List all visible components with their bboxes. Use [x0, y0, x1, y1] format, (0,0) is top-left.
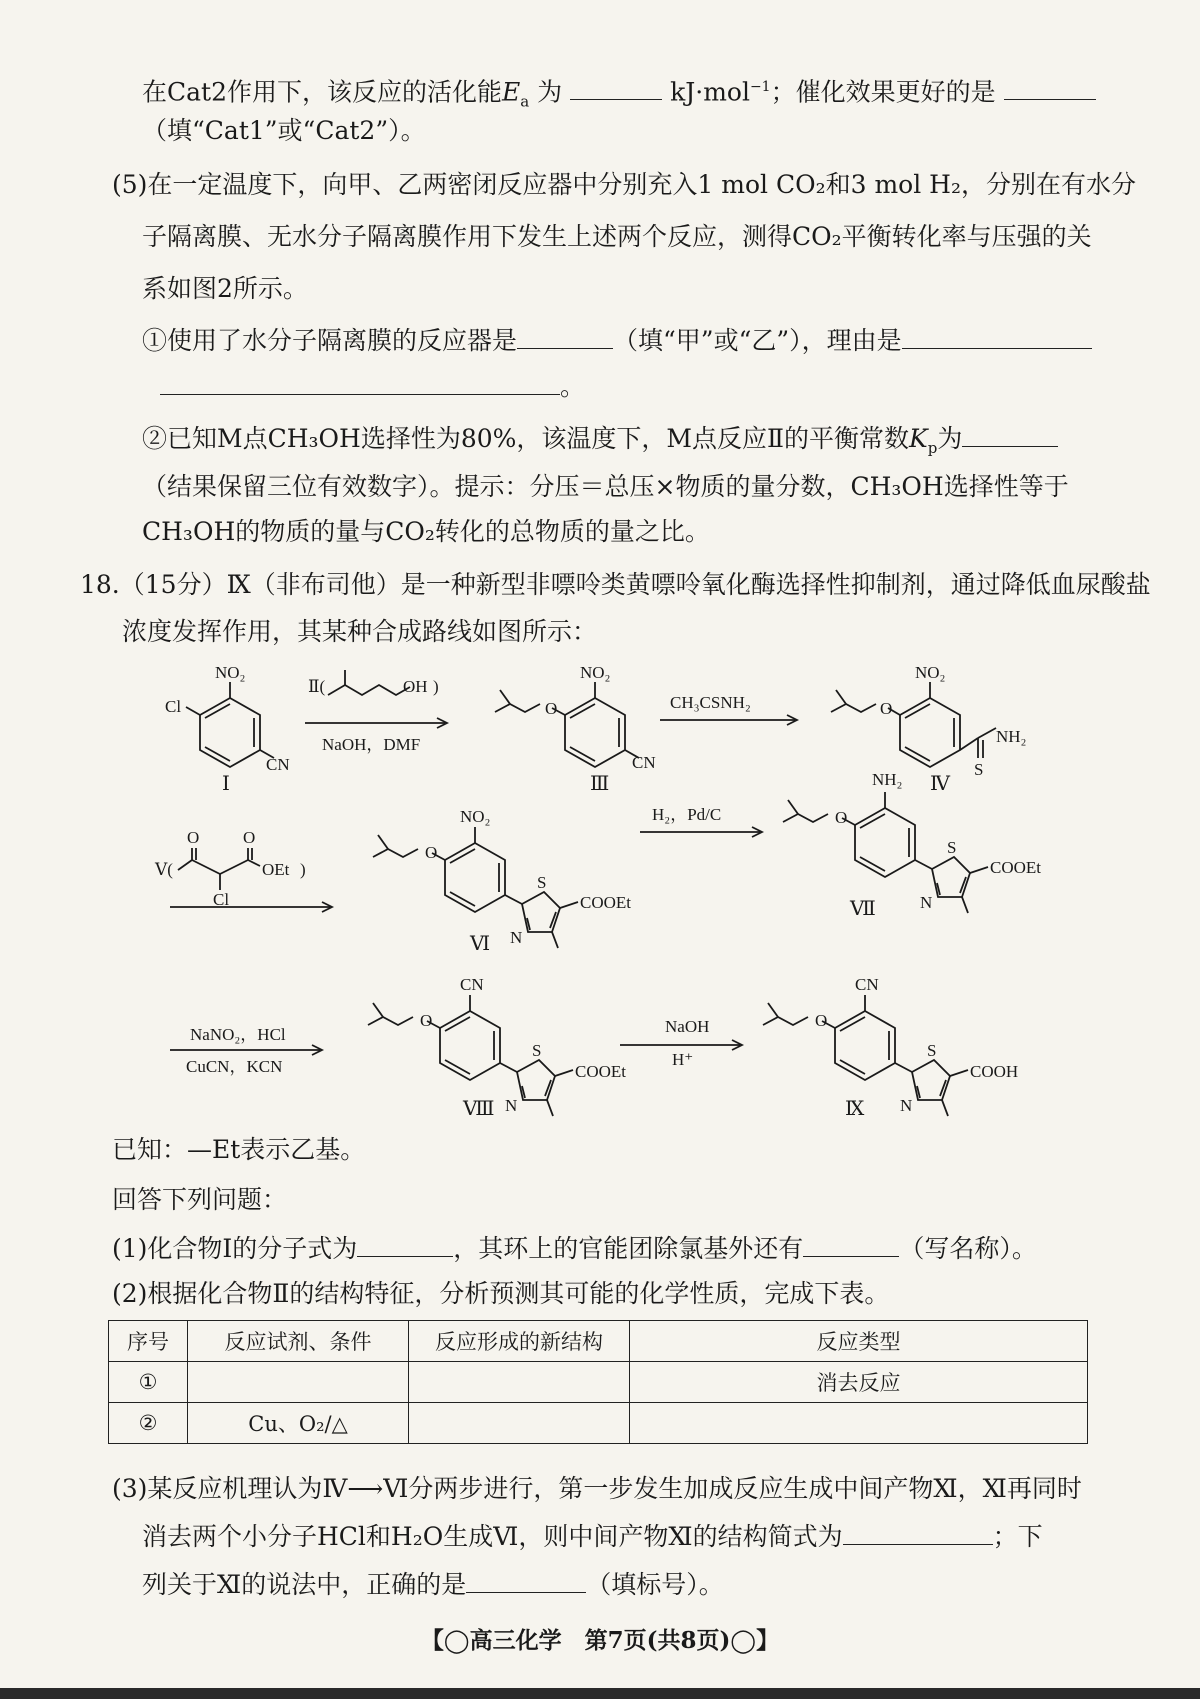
group-s: S — [537, 873, 547, 892]
reagent-3-prefix: Ⅴ( — [155, 860, 173, 879]
answer-blank[interactable] — [803, 1230, 899, 1257]
table-header: 序号 — [109, 1321, 188, 1362]
group-cooh: COOH — [970, 1062, 1019, 1081]
group-s: S — [974, 760, 984, 779]
group-n: N — [920, 893, 933, 912]
q18-part3-line2: 消去两个小分子HCl和H₂O生成Ⅵ，则中间产物Ⅺ的结构简式为 ；下 — [142, 1518, 1043, 1554]
q17-part5-line1: (5)在一定温度下，向甲、乙两密闭反应器中分别充入1 mol CO₂和3 mol H₂，分别在有水分 — [112, 170, 1136, 199]
reagent-6-bottom: H⁺ — [672, 1050, 694, 1069]
group-o: O — [187, 828, 200, 847]
group-oet: OEt — [262, 860, 290, 879]
group-n: N — [510, 928, 523, 947]
table-cell: 消去反应 — [630, 1362, 1088, 1403]
table-row — [109, 1362, 1088, 1403]
group-nh2: NH₂ — [872, 770, 903, 789]
answer-blank[interactable] — [160, 368, 560, 395]
reagent-5-top: NaNO₂，HCl — [190, 1025, 286, 1044]
q18-part2: (2)根据化合物Ⅱ的结构特征，分析预测其可能的化学性质，完成下表。 — [112, 1279, 890, 1308]
group-n: N — [505, 1096, 518, 1115]
group-oh: OH — [403, 677, 428, 696]
q18-part3-line3: 列关于Ⅺ的说法中，正确的是 （填标号）。 — [142, 1566, 724, 1602]
group-cn: CN — [855, 975, 879, 994]
q18-part3-line1: (3)某反应机理认为Ⅳ⟶Ⅵ分两步进行，第一步发生加成反应生成中间产物Ⅺ，Ⅺ再同时 — [112, 1474, 1082, 1503]
label-compound-3: Ⅲ — [590, 773, 610, 795]
label-compound-9: Ⅸ — [845, 1098, 865, 1120]
q17-part5-q2-line3: CH₃OH的物质的量与CO₂转化的总物质的量之比。 — [142, 517, 710, 546]
answer-blank[interactable] — [1004, 73, 1096, 100]
group-cooet: COOEt — [580, 893, 631, 912]
table-header: 反应形成的新结构 — [409, 1321, 630, 1362]
table-header-row — [109, 1321, 1088, 1362]
group-cn: CN — [632, 753, 656, 772]
answer-blank[interactable] — [843, 1518, 993, 1545]
group-no2: NO₂ — [460, 807, 491, 826]
group-no2: NO₂ — [215, 663, 246, 682]
q17-part5-line2: 子隔离膜、无水分子隔离膜作用下发生上述两个反应，测得CO₂平衡转化率与压强的关 — [142, 222, 1092, 251]
label-compound-8: Ⅷ — [463, 1098, 495, 1120]
reagent-1-prefix: Ⅱ( — [308, 677, 326, 696]
group-o: O — [425, 843, 438, 862]
group-nh2: NH₂ — [996, 727, 1027, 746]
answer-blank[interactable] — [517, 322, 613, 349]
group-cn: CN — [460, 975, 484, 994]
group-no2: NO₂ — [915, 663, 946, 682]
q17-part5-q2: ②已知M点CH₃OH选择性为80%，该温度下，M点反应Ⅱ的平衡常数$K_p$为 — [142, 420, 1058, 465]
synthesis-scheme — [0, 660, 1200, 1120]
table-cell: ② — [109, 1403, 188, 1444]
group-s: S — [927, 1041, 937, 1060]
reagent-2-top: CH₃CSNH₂ — [670, 693, 751, 712]
reagent-4-top: H₂，Pd/C — [652, 805, 722, 824]
answer-prompt: 回答下列问题： — [112, 1185, 288, 1214]
table-cell-input[interactable] — [188, 1362, 409, 1403]
reagent-1-suffix: ) — [433, 677, 439, 696]
group-cl: Cl — [165, 697, 182, 716]
group-cn: CN — [266, 755, 290, 774]
table-cell-input[interactable] — [630, 1403, 1088, 1444]
answer-blank[interactable] — [962, 420, 1058, 447]
properties-table — [108, 1320, 1088, 1444]
group-o: O — [880, 699, 893, 718]
reagent-5-bottom: CuCN，KCN — [186, 1057, 283, 1076]
group-no2: NO₂ — [580, 663, 611, 682]
group-o: O — [545, 699, 558, 718]
page-footer: 【◯高三化学 第7页(共8页)◯】 — [420, 1627, 780, 1654]
answer-blank[interactable] — [902, 322, 1092, 349]
table-row — [109, 1403, 1088, 1444]
table-cell: ① — [109, 1362, 188, 1403]
reagent-1-bottom: NaOH，DMF — [322, 735, 421, 754]
group-cooet: COOEt — [990, 858, 1041, 877]
group-o: O — [815, 1011, 828, 1030]
answer-blank[interactable] — [357, 1230, 453, 1257]
q17-part5-q1: ①使用了水分子隔离膜的反应器是 （填“甲”或“乙”），理由是 — [142, 322, 1092, 358]
group-o: O — [243, 828, 256, 847]
label-compound-6: Ⅵ — [470, 933, 491, 955]
q17-part5-line3: 系如图2所示。 — [142, 274, 308, 303]
cat2-hint-line: （填“Cat1”或“Cat2”）。 — [142, 116, 426, 145]
label-compound-7: Ⅶ — [850, 898, 876, 920]
table-cell-input[interactable] — [409, 1403, 630, 1444]
group-o: O — [420, 1011, 433, 1030]
table-cell-input[interactable] — [409, 1362, 630, 1403]
reagent-3-suffix: ) — [300, 860, 306, 879]
label-compound-4: Ⅳ — [930, 773, 950, 795]
reagent-6-top: NaOH — [665, 1017, 710, 1036]
scan-edge — [0, 1688, 1200, 1699]
answer-blank[interactable] — [570, 73, 662, 100]
answer-blank[interactable] — [466, 1566, 586, 1593]
known-note: 已知：—Et表示乙基。 — [112, 1135, 366, 1164]
group-s: S — [947, 838, 957, 857]
q18-intro-line2: 浓度发挥作用，其某种合成路线如图所示： — [122, 617, 598, 646]
group-s: S — [532, 1041, 542, 1060]
q17-part5-q1-cont: 。 — [160, 368, 585, 404]
group-o: O — [835, 808, 848, 827]
q17-part5-q2-line2: （结果保留三位有效数字）。提示：分压＝总压×物质的量分数，CH₃OH选择性等于 — [142, 472, 1069, 501]
table-header: 反应试剂、条件 — [188, 1321, 409, 1362]
group-n: N — [900, 1096, 913, 1115]
q18-part1: (1)化合物Ⅰ的分子式为 ，其环上的官能团除氯基外还有 （写名称）。 — [112, 1230, 1037, 1266]
table-cell: Cu、O₂/△ — [188, 1403, 409, 1444]
group-cl: Cl — [213, 890, 230, 909]
group-cooet: COOEt — [575, 1062, 626, 1081]
label-compound-1: Ⅰ — [222, 773, 230, 795]
cat2-activation-line: 在Cat2作用下，该反应的活化能$E_a$ 为 kJ·mol$^{-1}$；催化效果更好的是 — [142, 70, 1096, 118]
table-header: 反应类型 — [630, 1321, 1088, 1362]
q18-intro-line1: 18.（15分）Ⅸ（非布司他）是一种新型非嘌呤类黄嘌呤氧化酶选择性抑制剂，通过降低血尿酸盐 — [80, 570, 1151, 599]
